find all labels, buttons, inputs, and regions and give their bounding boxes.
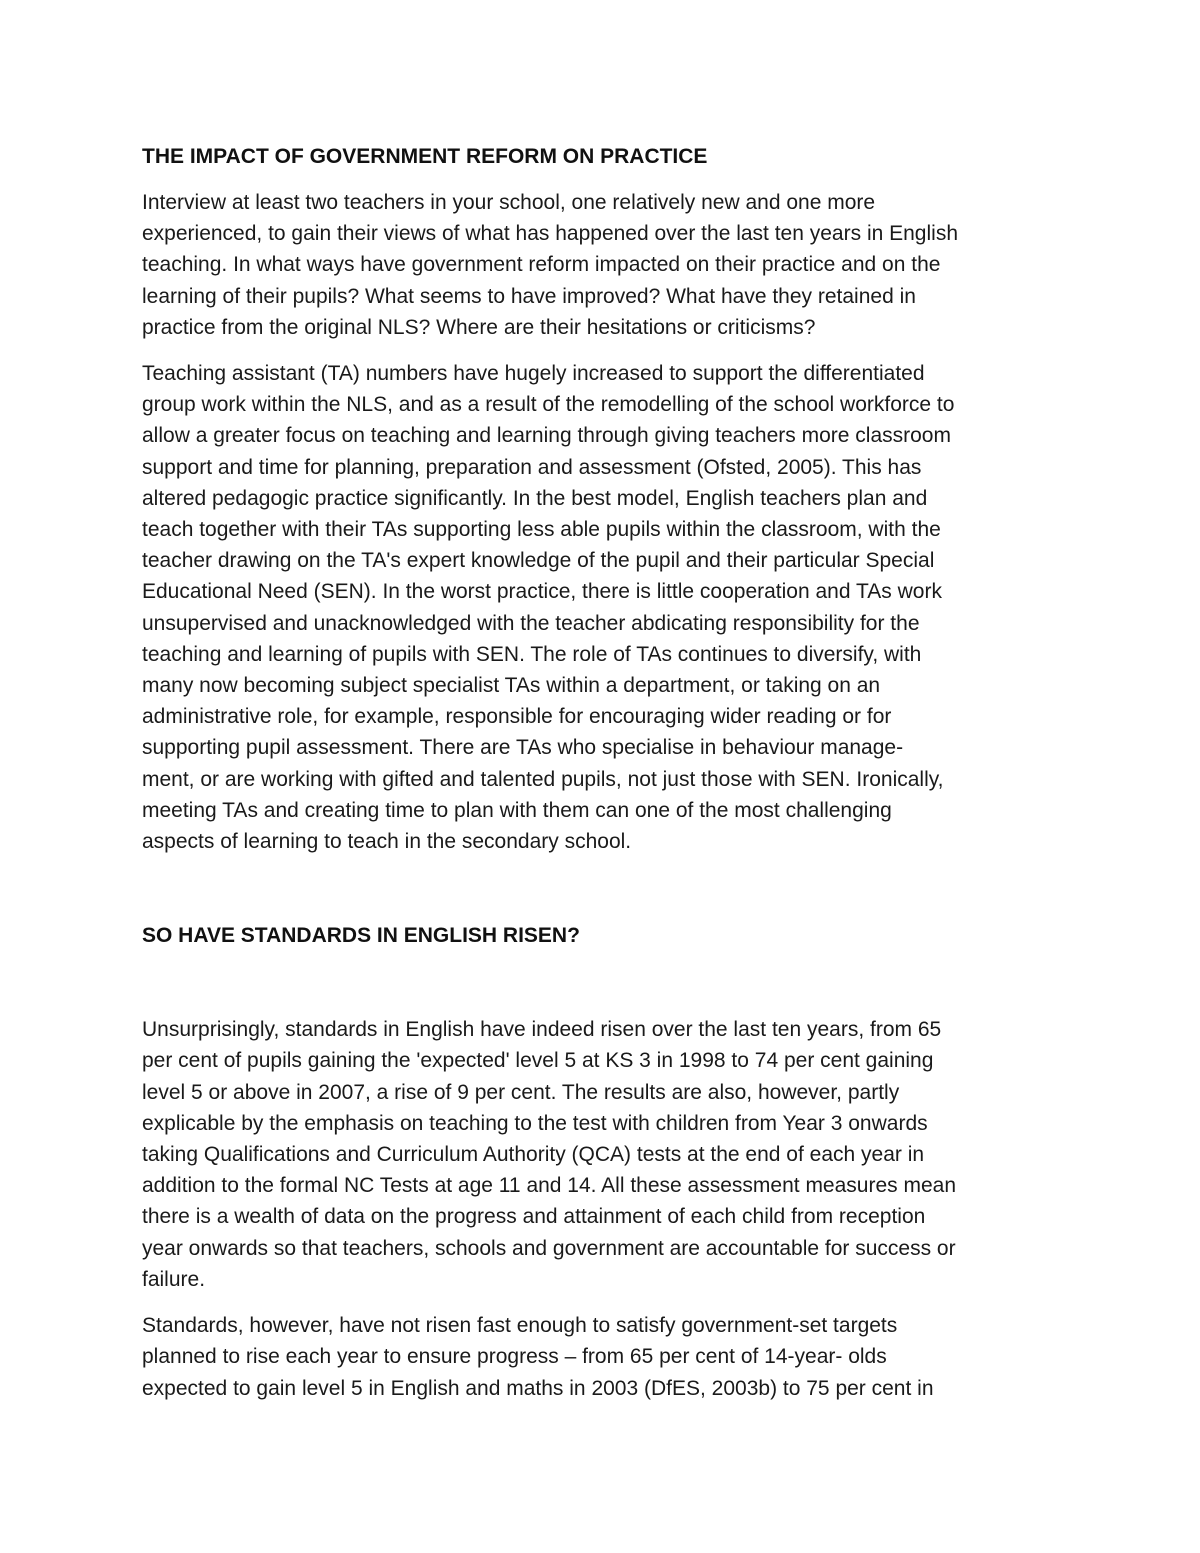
- text-line: Teaching assistant (TA) numbers have hugely increased to support the differentiated: [142, 362, 925, 386]
- text-line: taking Qualifications and Curriculum Authority (QCA) tests at the end of each year in: [142, 1143, 925, 1167]
- text-line: many now becoming subject specialist TAs within a department, or taking on an: [142, 674, 881, 698]
- text-line: administrative role, for example, responsible for encouraging wider reading or for: [142, 705, 892, 729]
- text-line: failure.: [142, 1267, 206, 1291]
- text-line: teaching and learning of pupils with SEN. The role of TAs continues to diversify, with: [142, 642, 922, 666]
- text-line: teach together with their TAs supporting less able pupils within the classroom, with the: [142, 518, 941, 542]
- text-line: Educational Need (SEN). In the worst practice, there is little cooperation and TAs work: [142, 580, 942, 604]
- text-line: unsupervised and unacknowledged with the teacher abdicating responsibility for the: [142, 611, 920, 635]
- text-line: expected to gain level 5 in English and maths in 2003 (DfES, 2003b) to 75 per cent in: [142, 1376, 934, 1400]
- text-line: group work within the NLS, and as a result of the remodelling of the school workforce to: [142, 393, 955, 417]
- text-line: Interview at least two teachers in your school, one relatively new and one more: [142, 191, 876, 214]
- text-line: allow a greater focus on teaching and learning through giving teachers more classroom: [142, 424, 951, 448]
- text-line: meeting TAs and creating time to plan with them can one of the most challenging: [142, 798, 892, 822]
- text-line: per cent of pupils gaining the 'expected' level 5 at KS 3 in 1998 to 74 per cent gaining: [142, 1049, 934, 1073]
- text-line: altered pedagogic practice significantly. In the best model, English teachers plan and: [142, 486, 928, 510]
- text-line: teaching. In what ways have government reform impacted on their practice and on the: [142, 253, 941, 277]
- text-line: level 5 or above in 2007, a rise of 9 per cent. The results are also, however, partly: [142, 1080, 900, 1104]
- text-line: ment, or are working with gifted and talented pupils, not just those with SEN. Ironically,: [142, 767, 944, 791]
- section-heading-standards-risen: SO HAVE STANDARDS IN ENGLISH RISEN?: [142, 924, 580, 948]
- text-line: teacher drawing on the TA's expert knowledge of the pupil and their particular Special: [142, 549, 935, 573]
- text-line: aspects of learning to teach in the secondary school.: [142, 830, 632, 854]
- paragraph-interview-teachers: [142, 187, 1067, 343]
- paragraph-standards-risen: [142, 1014, 1067, 1295]
- text-line: supporting pupil assessment. There are TAs who specialise in behaviour manage-: [142, 736, 904, 760]
- section-heading-government-reform: THE IMPACT OF GOVERNMENT REFORM ON PRACTICE: [142, 145, 708, 168]
- document-body: [142, 141, 1067, 1404]
- text-line: there is a wealth of data on the progress and attainment of each child from reception: [142, 1205, 926, 1229]
- text-line: Standards, however, have not risen fast enough to satisfy government-set targets: [142, 1314, 898, 1338]
- text-line: experienced, to gain their views of what has happened over the last ten years in English: [142, 222, 958, 246]
- text-line: planned to rise each year to ensure progress – from 65 per cent of 14-year- olds: [142, 1345, 887, 1369]
- text-line: practice from the original NLS? Where are their hesitations or criticisms?: [142, 315, 816, 339]
- text-line: learning of their pupils? What seems to have improved? What have they retained in: [142, 284, 916, 308]
- text-line: Unsurprisingly, standards in English have indeed risen over the last ten years, from 65: [142, 1018, 942, 1042]
- paragraph-government-targets: [142, 1310, 1067, 1404]
- paragraph-teaching-assistants: [142, 358, 1067, 857]
- text-line: explicable by the emphasis on teaching to the test with children from Year 3 onwards: [142, 1111, 928, 1135]
- text-line: addition to the formal NC Tests at age 11 and 14. All these assessment measures mean: [142, 1174, 957, 1198]
- text-line: support and time for planning, preparation and assessment (Ofsted, 2005). This has: [142, 455, 922, 479]
- text-line: year onwards so that teachers, schools and government are accountable for success or: [142, 1236, 956, 1260]
